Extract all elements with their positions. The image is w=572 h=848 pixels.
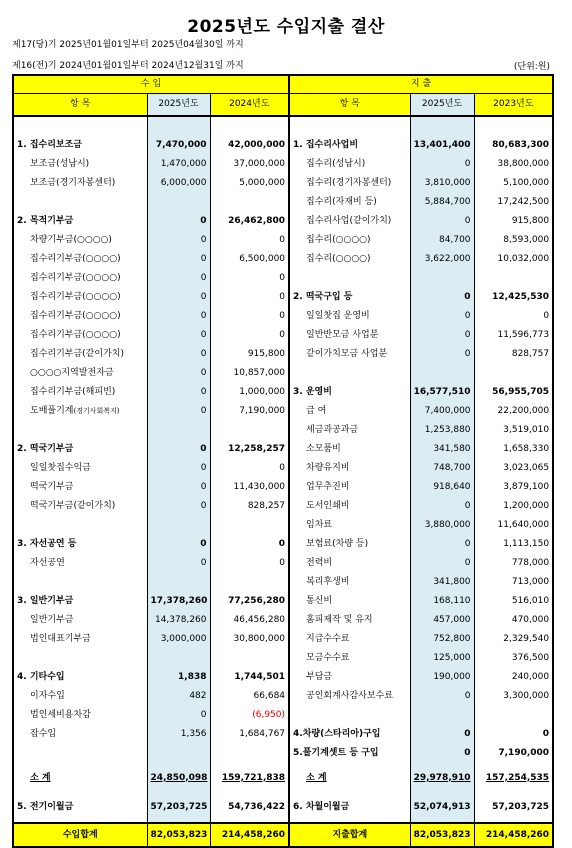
income-2025-value: 0 [147,364,210,383]
expense-item-label: 보험료(차량 등) [306,539,369,549]
expense-item-label: 홈피제작 및 유지 [306,615,373,625]
income-2025-value: 0 [147,250,210,269]
income-2025-value: 0 [147,535,210,554]
expense-prev-value: 10,032,000 [474,250,553,269]
expense-2025-value [410,364,474,383]
expense-prev-value: 915,800 [474,212,553,231]
expense-prev-value: 11,640,000 [474,516,553,535]
expense-item-label: 소모품비 [306,444,341,454]
expense-total-label: 지출합계 [289,823,410,847]
unit-label: (단위:원) [513,62,550,72]
page-title: 2025년도 수입지출 결산 [187,17,385,37]
income-item-label: 집수리기부금(○○○○) [13,288,147,307]
income-2025-value: 0 [147,554,210,573]
expense-2025-value: 341,580 [410,440,474,459]
expense-prev-value [474,364,553,383]
income-2025-value: 0 [147,478,210,497]
expense-2025-value: 918,640 [410,478,474,497]
income-item-label [13,573,147,592]
table-row [13,269,553,288]
income-2025-value [147,573,210,592]
expense-2025-value: 0 [410,345,474,364]
income-2025-value: 1,838 [147,668,210,687]
table-row [13,136,553,155]
expense-item-label: 전력비 [306,558,333,568]
income-item-label: 집수리기부금(해피빈) [13,383,147,402]
expense-2025-value: 0 [410,155,474,174]
income-item-label [13,516,147,535]
expense-prev-value [474,116,553,136]
expense-2025-header: 2025년도 [410,94,474,117]
income-prev-value [210,421,289,440]
income-prev-value: (6,950) [210,706,289,725]
expense-item-header: 항 목 [289,94,410,117]
expense-item-label [289,364,410,383]
expense-item-label [289,116,410,136]
income-prev-value [210,193,289,212]
income-prev-value [210,516,289,535]
expense-2025-value: 84,700 [410,231,474,250]
expense-prev-value: 516,010 [474,592,553,611]
expense-2025-value: 0 [410,288,474,307]
table-row [13,554,553,573]
income-item-label: 차량기부금(○○○○) [13,231,147,250]
expense-prev-value: 713,000 [474,573,553,592]
income-item-label: 3. 일반기부금 [13,592,147,611]
income-2025-value [147,421,210,440]
income-item-label: ○○○○지역발전자금 [13,364,147,383]
expense-item-label: 일반반모금 사업분 [306,330,379,340]
expense-prev-value: 3,519,010 [474,421,553,440]
expense-prev-value [474,269,553,288]
income-2025-value: 0 [147,212,210,231]
expense-prev-value: 240,000 [474,668,553,687]
table-row [13,687,553,706]
income-item-label: 집수리기부금(같이가치) [13,345,147,364]
expense-prev-value: 0 [474,307,553,326]
expense-item-label: 모금수수료 [306,653,350,663]
expense-2025-value: 190,000 [410,668,474,687]
income-prev-value: 66,684 [210,687,289,706]
income-item-label: 법인세비용차감 [13,706,147,725]
income-prev-value: 0 [210,554,289,573]
expense-item-label: 급 여 [306,406,327,416]
expense-2025-value: 0 [410,554,474,573]
expense-item-label [289,706,410,725]
expense-total-2023: 214,458,260 [474,823,553,847]
income-2025-value [147,516,210,535]
income-prev-value: 0 [210,326,289,345]
income-prev-value: 915,800 [210,345,289,364]
income-total-label: 수입합계 [13,823,147,847]
income-2025-value: 482 [147,687,210,706]
expense-2025-value: 13,401,400 [410,136,474,155]
expense-prev-value: 0 [474,725,553,744]
income-2025-value: 0 [147,231,210,250]
expense-2025-value [410,269,474,288]
income-2025-value: 3,000,000 [147,630,210,649]
income-2025-value: 0 [147,326,210,345]
expense-2025-value: 752,800 [410,630,474,649]
income-2025-value [147,193,210,212]
expense-2025-value: 168,110 [410,592,474,611]
expense-item-label: 6. 차월이월금 [293,802,350,812]
table-row [13,402,553,421]
expense-prev-value: 56,955,705 [474,383,553,402]
expense-2025-value [410,116,474,136]
expense-item-label: 집수리(자재비 등) [306,197,377,207]
income-prev-value [210,649,289,668]
expense-2025-value: 0 [410,725,474,744]
expense-prev-value: 38,800,000 [474,155,553,174]
income-prev-value: 11,430,000 [210,478,289,497]
income-item-label: 보조금(경기자봉센터) [13,174,147,193]
income-2025-value: 1,470,000 [147,155,210,174]
income-2025-value: 0 [147,459,210,478]
income-2025-value [147,649,210,668]
income-item-label: 자선공연 [13,554,147,573]
expense-item-label [289,269,410,288]
income-item-label: 2. 목적기부금 [13,212,147,231]
expense-2023-header: 2023년도 [474,94,553,117]
income-prev-value: 26,462,800 [210,212,289,231]
expense-prev-value: 3,300,000 [474,687,553,706]
expense-2025-value: 52,074,913 [410,793,474,823]
table-row [13,193,553,212]
table-row [13,535,553,554]
income-prev-value [210,573,289,592]
income-item-label [13,649,147,668]
income-2025-value: 57,203,725 [147,793,210,823]
income-prev-value: 42,000,000 [210,136,289,155]
expense-prev-value: 3,879,100 [474,478,553,497]
income-2025-value: 14,378,260 [147,611,210,630]
expense-2025-value: 16,577,510 [410,383,474,402]
expense-prev-value: 22,200,000 [474,402,553,421]
income-2025-value [147,744,210,763]
expense-item-label: 통신비 [306,596,333,606]
income-item-label [13,193,147,212]
income-2025-value: 0 [147,345,210,364]
table-row [13,421,553,440]
table-row [13,630,553,649]
income-item-label: 집수리기부금(○○○○) [13,307,147,326]
table-row [13,744,553,763]
expense-item-label: 세금과공과금 [306,425,359,435]
income-2025-value: 17,378,260 [147,592,210,611]
income-prev-value: 12,258,257 [210,440,289,459]
table-row [13,345,553,364]
income-prev-value: 46,456,280 [210,611,289,630]
expense-item-label: 1. 집수리사업비 [293,140,359,150]
income-prev-value: 0 [210,459,289,478]
income-prev-value: 0 [210,269,289,288]
table-row [13,155,553,174]
table-row [13,383,553,402]
expense-item-label: 복리후생비 [306,577,350,587]
income-prev-value [210,744,289,763]
table-row [13,307,553,326]
expense-item-label: 지급수수료 [306,634,350,644]
table-row [13,793,553,823]
income-prev-value: 0 [210,307,289,326]
income-prev-value: 0 [210,535,289,554]
expense-prev-value: 12,425,530 [474,288,553,307]
expense-2025-value: 0 [410,744,474,763]
income-prev-value: 10,857,000 [210,364,289,383]
expense-prev-value: 1,113,150 [474,535,553,554]
income-prev-value: 30,800,000 [210,630,289,649]
income-2025-value: 1,356 [147,725,210,744]
income-item-label: 4. 기타수입 [13,668,147,687]
income-prev-value: 54,736,422 [210,793,289,823]
income-prev-value: 1,000,000 [210,383,289,402]
expense-item-label: 같이가치모금 사업분 [306,349,388,359]
expense-2025-value: 29,978,910 [410,763,474,793]
income-item-label [13,116,147,136]
income-prev-value: 5,000,000 [210,174,289,193]
expense-item-label: 집수리(○○○○) [306,235,371,245]
expense-item-label: 5.풀기계셋트 등 구입 [293,748,379,758]
income-2025-value: 0 [147,307,210,326]
income-prev-value: 0 [210,288,289,307]
table-row [13,516,553,535]
expense-prev-value: 470,000 [474,611,553,630]
expense-item-label: 2. 떡국구입 등 [293,292,353,302]
expense-2025-value: 0 [410,307,474,326]
expense-item-label: 집수리(○○○○) [306,254,371,264]
income-item-label: 도배풀기계(경기사회복지) [13,402,147,421]
table-row [13,440,553,459]
expense-item-label: 집수리(성남시) [306,159,366,169]
item-note: (경기사회복지) [73,407,120,415]
expense-prev-value: 157,254,535 [474,763,553,793]
income-item-label: 5. 전기이월금 [13,793,147,823]
section-header-row [13,75,553,94]
expense-prev-value: 1,200,000 [474,497,553,516]
expense-2025-value [410,706,474,725]
income-2025-value: 6,000,000 [147,174,210,193]
income-item-label: 잡수입 [13,725,147,744]
income-prev-value: 1,684,767 [210,725,289,744]
table-row [13,116,553,136]
income-item-label: 이자수입 [13,687,147,706]
table-row [13,288,553,307]
income-total-2025: 82,053,823 [147,823,210,847]
table-row [13,668,553,687]
expense-prev-value: 778,000 [474,554,553,573]
expense-item-label: 도서인쇄비 [306,501,350,511]
expense-item-label: 집수리(경기자봉센터) [306,178,392,188]
table-row [13,459,553,478]
income-item-label: 2. 떡국기부금 [13,440,147,459]
income-item-header: 항 목 [13,94,147,117]
expense-prev-value: 376,500 [474,649,553,668]
table-row [13,611,553,630]
income-2025-value: 7,470,000 [147,136,210,155]
expense-2025-value: 0 [410,326,474,345]
income-prev-value: 37,000,000 [210,155,289,174]
income-prev-value: 7,190,000 [210,402,289,421]
income-item-label: 법인대표기부금 [13,630,147,649]
income-item-label: 집수리기부금(○○○○) [13,269,147,288]
income-item-label: 떡국기부금(같이가치) [13,497,147,516]
expense-2025-value: 0 [410,212,474,231]
expense-item-label: 소 계 [306,772,327,783]
table-row [13,326,553,345]
expense-prev-value: 3,023,065 [474,459,553,478]
table-row [13,364,553,383]
expense-item-label: 집수리사업(같이가치) [306,216,392,226]
table-row [13,725,553,744]
expense-item-label: 부담금 [306,672,333,682]
income-prev-value: 0 [210,231,289,250]
expense-prev-value: 2,329,540 [474,630,553,649]
expense-2025-value: 3,810,000 [410,174,474,193]
table-row [13,174,553,193]
expense-item-label: 3. 운영비 [293,387,332,397]
expense-prev-value: 8,593,000 [474,231,553,250]
expense-2025-value: 341,800 [410,573,474,592]
expense-2025-value: 3,880,000 [410,516,474,535]
expense-item-label: 4.차량(스타리아)구입 [293,729,381,739]
income-item-label: 소 계 [13,763,147,793]
period-previous: 제16(전)기 2024년01월01일부터 2024년12월31일 까지 [12,61,244,71]
expense-item-label: 차량유지비 [306,463,350,473]
income-2025-value: 24,850,098 [147,763,210,793]
income-2025-value: 0 [147,706,210,725]
income-item-label [13,744,147,763]
table-row [13,649,553,668]
expense-2025-value: 0 [410,497,474,516]
income-item-label: 떡국기부금 [13,478,147,497]
expense-2025-value: 748,700 [410,459,474,478]
income-item-label: 보조금(성남시) [13,155,147,174]
expense-2025-value: 125,000 [410,649,474,668]
income-2025-value: 0 [147,402,210,421]
income-2025-value [147,116,210,136]
income-prev-value: 828,257 [210,497,289,516]
expense-prev-value: 17,242,500 [474,193,553,212]
expense-prev-value: 7,190,000 [474,744,553,763]
income-item-label [13,421,147,440]
income-2025-value: 0 [147,288,210,307]
column-header-row [13,94,553,117]
expense-2025-value: 7,400,000 [410,402,474,421]
income-prev-value: 6,500,000 [210,250,289,269]
expense-prev-value: 1,658,330 [474,440,553,459]
expense-2025-value: 0 [410,535,474,554]
expense-2025-value: 5,884,700 [410,193,474,212]
income-item-label: 일반기부금 [13,611,147,630]
table-row [13,592,553,611]
expense-2025-value: 3,622,000 [410,250,474,269]
expense-item-label: 임차료 [306,520,333,530]
table-row [13,706,553,725]
income-prev-value: 77,256,280 [210,592,289,611]
income-item-label: 집수리기부금(○○○○) [13,250,147,269]
expense-total-2025: 82,053,823 [410,823,474,847]
income-2025-header: 2025년도 [147,94,210,117]
table-row [13,573,553,592]
income-item-label: 일일찻집수익금 [13,459,147,478]
expense-item-label: 공인회계사감사보수료 [306,691,393,701]
expense-prev-value [474,706,553,725]
income-2025-value: 0 [147,383,210,402]
expense-prev-value: 80,683,300 [474,136,553,155]
expense-2025-value: 457,000 [410,611,474,630]
income-item-label: 1. 집수리보조금 [13,136,147,155]
income-2025-value: 0 [147,269,210,288]
income-total-2024: 214,458,260 [210,823,289,847]
income-prev-value: 1,744,501 [210,668,289,687]
expense-prev-value: 5,100,000 [474,174,553,193]
expense-item-label: 업무추진비 [306,482,350,492]
table-row [13,212,553,231]
expense-prev-value: 828,757 [474,345,553,364]
expense-item-label: 일일찻집 운영비 [306,311,370,321]
expense-prev-value: 11,596,773 [474,326,553,345]
income-prev-value [210,116,289,136]
table-row [13,497,553,516]
table-row [13,478,553,497]
grand-total-row [13,823,553,847]
table-row [13,250,553,269]
income-2024-header: 2024년도 [210,94,289,117]
period-current: 제17(당)기 2025년01월01일부터 2025년04월30일 까지 [12,40,244,50]
income-prev-value: 159,721,838 [210,763,289,793]
income-item-label: 3. 자선공연 등 [13,535,147,554]
settlement-table [12,74,554,848]
income-section-header: 수 입 [13,75,289,94]
expense-section-header: 지 출 [289,75,553,94]
expense-2025-value: 1,253,880 [410,421,474,440]
expense-2025-value: 0 [410,687,474,706]
income-item-label: 집수리기부금(○○○○) [13,326,147,345]
expense-prev-value: 57,203,725 [474,793,553,823]
income-2025-value: 0 [147,497,210,516]
income-2025-value: 0 [147,440,210,459]
table-row [13,763,553,793]
table-row [13,231,553,250]
